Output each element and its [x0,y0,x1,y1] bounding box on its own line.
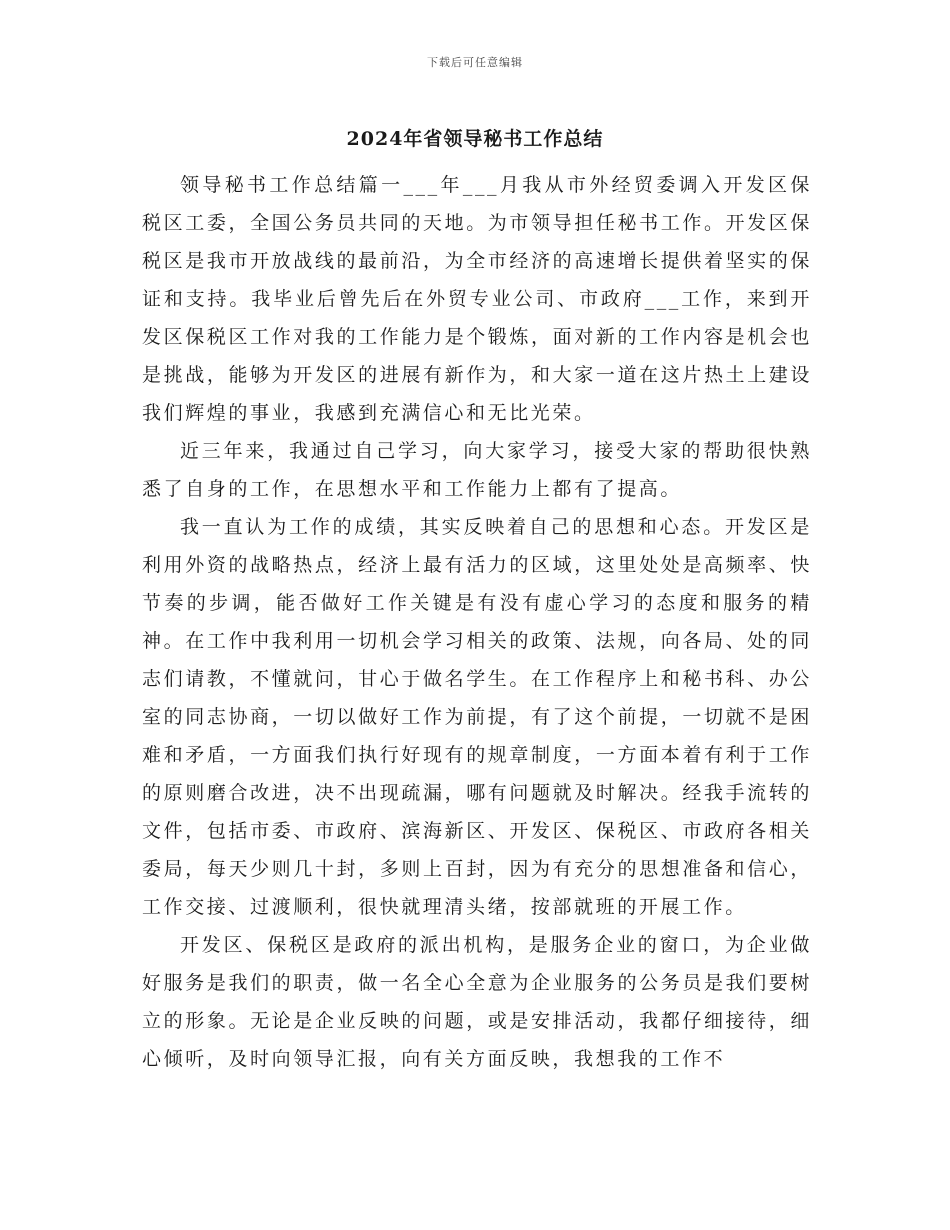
document-title: 2024年省领导秘书工作总结 [346,128,604,150]
document-body [142,166,812,1078]
paragraph-2: 近三年来，我通过自己学习，向大家学习，接受大家的帮助很快熟悉了自身的工作，在思想水平和工作能力上都有了提高。 [142,440,812,500]
paragraph-4: 开发区、保税区是政府的派出机构，是服务企业的窗口，为企业做好服务是我们的职责，做一名全心全意为企业服务的公务员是我们要树立的形象。无论是企业反映的问题，或是安排活动，我都仔细接待，细心倾听，及时向领导汇报，向有关方面反映，我想我的工作不 [142,934,812,1070]
paragraph-1: 领导秘书工作总结篇一___年___月我从市外经贸委调入开发区保税区工委，全国公务员共同的天地。为市领导担任秘书工作。开发区保税区是我市开放战线的最前沿，为全市经济的高速增长提供着坚实的保证和支持。我毕业后曾先后在外贸专业公司、市政府___工作，来到开发区保税区工作对我的工作能力是个锻炼，面对新的工作内容是机会也是挑战，能够为开发区的进展有新作为，和大家一道在这片热土上建设我们辉煌的事业，我感到充满信心和无比光荣。 [142,174,812,424]
header-note: 下载后可任意编辑 [427,56,523,69]
paragraph-3: 我一直认为工作的成绩，其实反映着自己的思想和心态。开发区是利用外资的战略热点，经济上最有活力的区域，这里处处是高频率、快节奏的步调，能否做好工作关键是有没有虚心学习的态度和服务的精神。在工作中我利用一切机会学习相关的政策、法规，向各局、处的同志们请教，不懂就问，甘心于做名学生。在工作程序上和秘书科、办公室的同志协商，一切以做好工作为前提，有了这个前提，一切就不是困难和矛盾，一方面我们执行好现有的规章制度，一方面本着有利于工作的原则磨合改进，决不出现疏漏，哪有问题就及时解决。经我手流转的文件，包括市委、市政府、滨海新区、开发区、保税区、市政府各相关委局，每天少则几十封，多则上百封，因为有充分的思想准备和信心，工作交接、过渡顺利，很快就理清头绪，按部就班的开展工作。 [142,516,812,918]
